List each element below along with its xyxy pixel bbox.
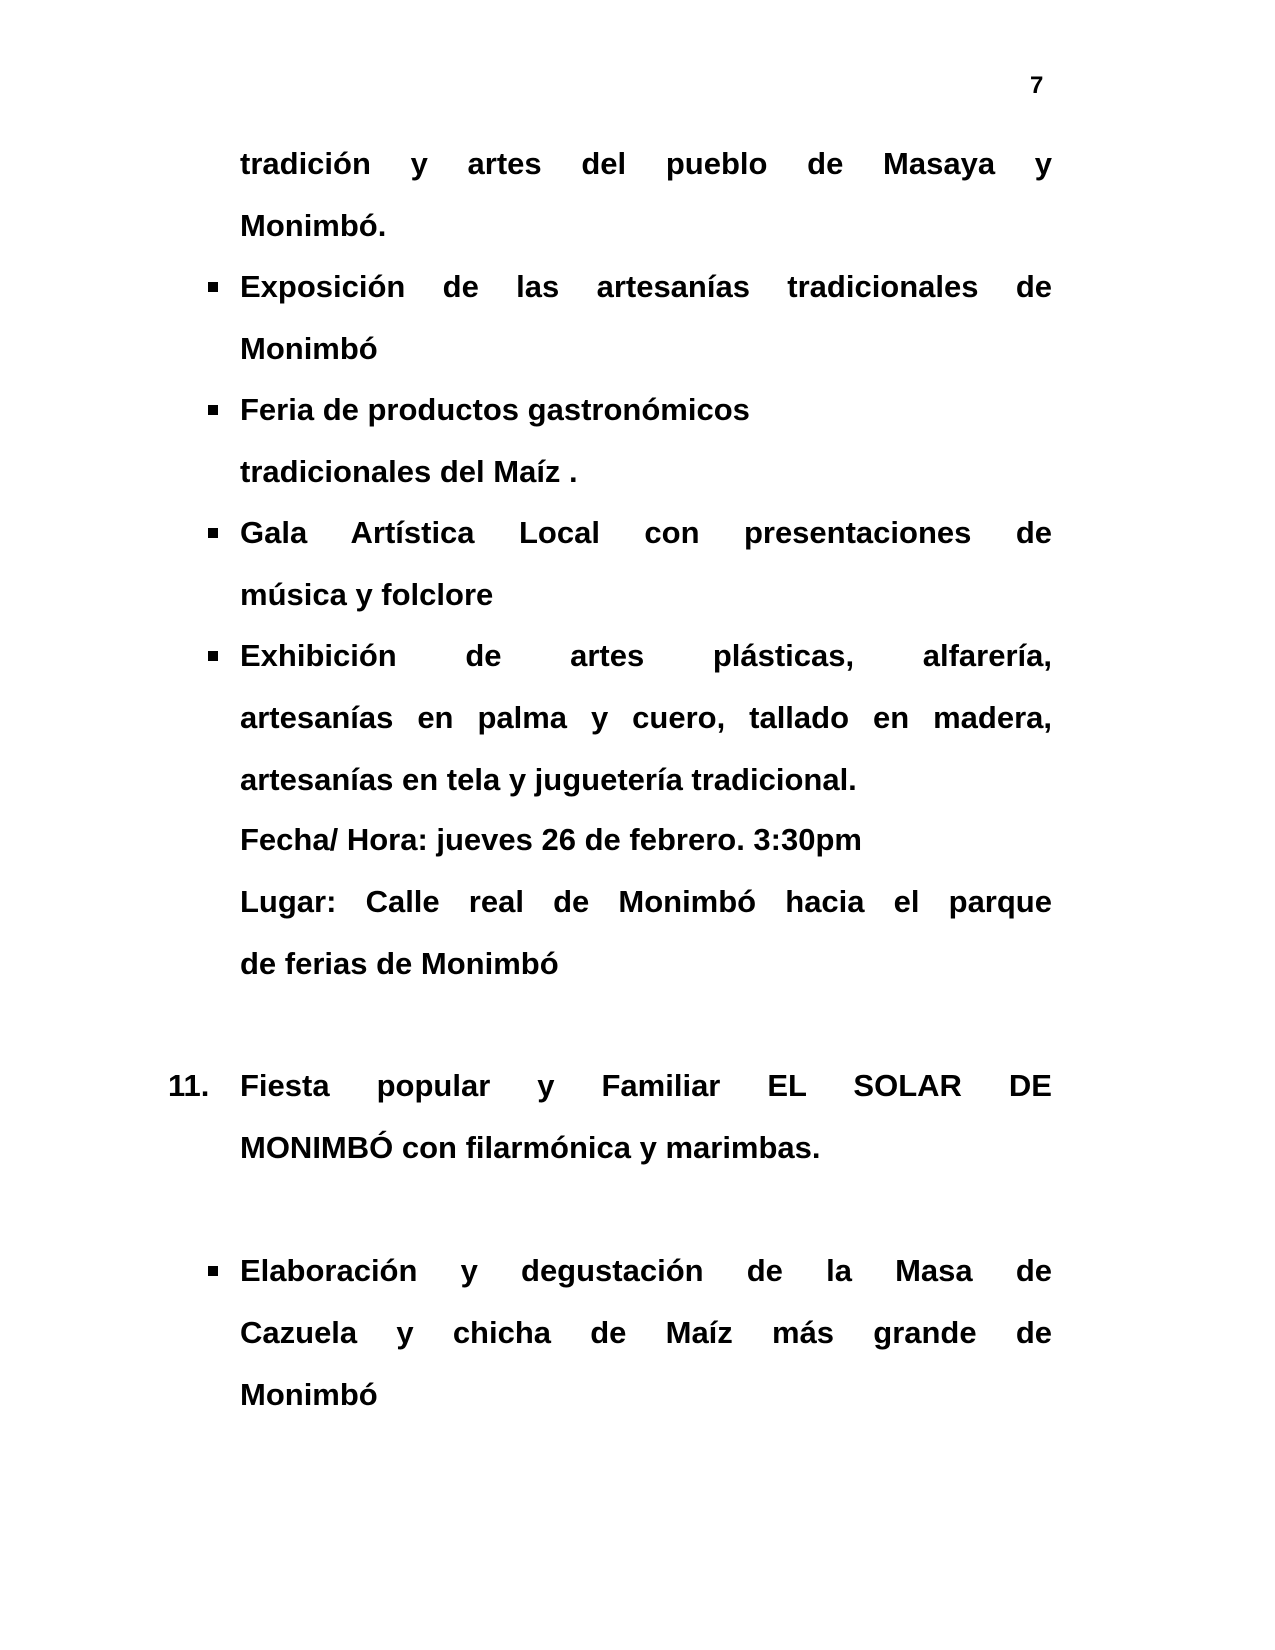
page-number: 7 bbox=[1030, 72, 1044, 99]
numbered-item-title: Fiesta popular y Familiar EL SOLAR DE bbox=[240, 1068, 1052, 1103]
numbered-item-title-continuation: MONIMBÓ con filarmónica y marimbas. bbox=[240, 1130, 821, 1165]
event-location-continuation: de ferias de Monimbó bbox=[240, 946, 559, 981]
text-line: Monimbó. bbox=[240, 208, 387, 243]
list-item-continuation: música y folclore bbox=[240, 577, 494, 612]
event-date: Fecha/ Hora: jueves 26 de febrero. 3:30pm bbox=[240, 822, 862, 857]
list-item: Gala Artística Local con presentaciones de bbox=[240, 515, 1052, 550]
list-item: Elaboración y degustación de la Masa de bbox=[240, 1253, 1052, 1288]
bullet-icon bbox=[208, 282, 218, 292]
list-item-continuation: artesanías en tela y juguetería tradicional. bbox=[240, 762, 857, 797]
list-item-continuation: artesanías en palma y cuero, tallado en madera, bbox=[240, 700, 1052, 735]
event-location: Lugar: Calle real de Monimbó hacia el parque bbox=[240, 884, 1052, 919]
bullet-icon bbox=[208, 1266, 218, 1276]
bullet-icon bbox=[208, 528, 218, 538]
list-item-continuation: tradicionales del Maíz . bbox=[240, 454, 578, 489]
list-item: Exposición de las artesanías tradicionales de bbox=[240, 269, 1052, 304]
list-item-continuation: Cazuela y chicha de Maíz más grande de bbox=[240, 1315, 1052, 1350]
list-item: Feria de productos gastronómicos bbox=[240, 392, 750, 427]
list-item-continuation: Monimbó bbox=[240, 1377, 378, 1412]
item-number: 11. bbox=[168, 1068, 210, 1103]
list-item-continuation: Monimbó bbox=[240, 331, 378, 366]
bullet-icon bbox=[208, 405, 218, 415]
list-item: Exhibición de artes plásticas, alfarería, bbox=[240, 638, 1052, 673]
text-line: tradición y artes del pueblo de Masaya y bbox=[240, 146, 1052, 181]
bullet-icon bbox=[208, 651, 218, 661]
